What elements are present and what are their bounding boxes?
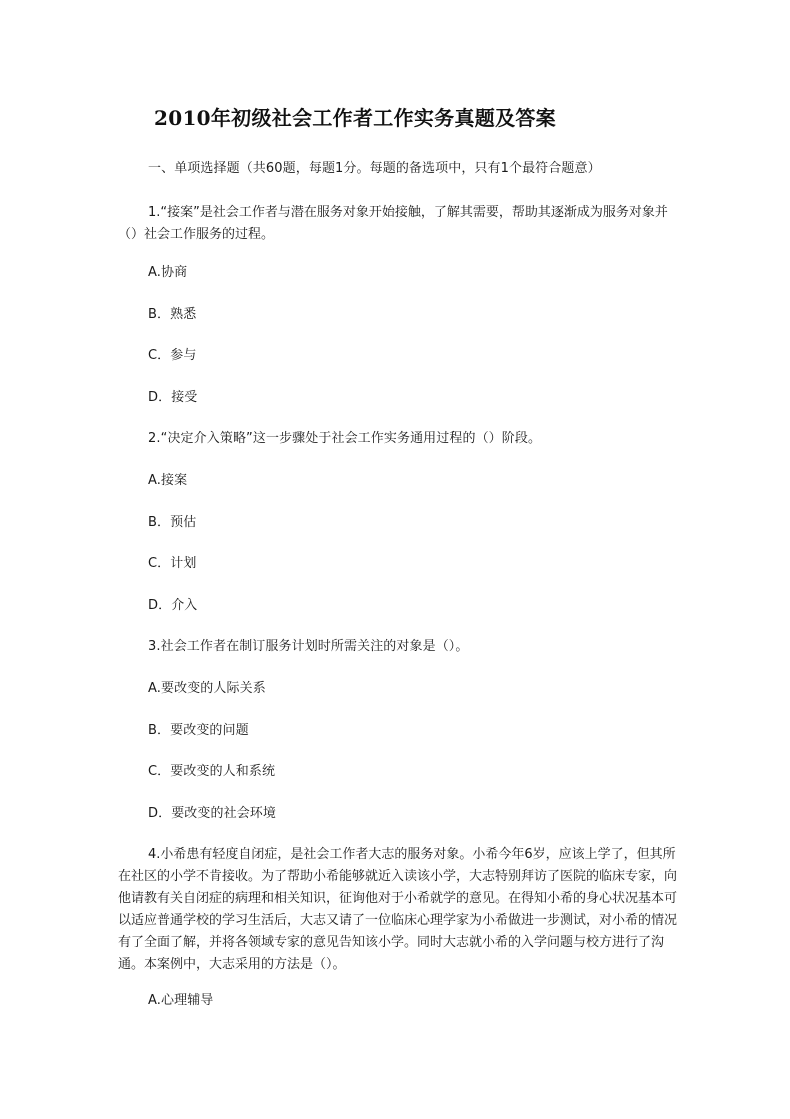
question-1-option-a: A.协商 — [148, 265, 188, 280]
question-3-option-d: D．要改变的社会环境 — [148, 806, 277, 821]
question-3-option-a: A.要改变的人际关系 — [148, 681, 266, 696]
question-1-option-d: D．接受 — [148, 390, 198, 405]
question-1-option-b: B．熟悉 — [148, 307, 197, 322]
question-2-option-d: D．介入 — [148, 598, 198, 613]
question-3-option-c: C．要改变的人和系统 — [148, 764, 276, 779]
question-3-stem: 3.社会工作者在制订服务计划时所需关注的对象是（）。 — [148, 639, 469, 654]
question-2-stem: 2.“决定介入策略”这一步骤处于社会工作实务通用过程的（）阶段。 — [148, 431, 542, 446]
question-1-option-c: C．参与 — [148, 348, 197, 363]
question-2-option-b: B．预估 — [148, 515, 197, 530]
question-2-option-a: A.接案 — [148, 473, 188, 488]
question-4-option-a: A.心理辅导 — [148, 993, 214, 1008]
question-4-stem: 4.小希患有轻度自闭症，是社会工作者大志的服务对象。小希今年6岁，应该上学了，但其所在社区的小学不肯接收。为了帮助小希能够就近入读该小学，大志特别拜访了医院的临床专家，向他请教有关自闭症的病理和相关知识，征询他对于小希就学的意见。在得知小希的身心状况基本可以适应普通学校的学习生活后，大志又请了一位临床心理学家为小希做进一步测试，对小希的情况有了全面了解，并将各领域专家的意见告知该小学。同时大志就小希的入学问题与校方进行了沟通。本案例中，大志采用的方法是（）。 — [118, 847, 678, 972]
question-1-stem: 1.“接案”是社会工作者与潜在服务对象开始接触，了解其需要，帮助其逐渐成为服务对象并（）社会工作服务的过程。 — [118, 205, 668, 242]
question-3-option-b: B．要改变的问题 — [148, 723, 249, 738]
question-2-option-c: C．计划 — [148, 556, 197, 571]
section-heading: 一、单项选择题（共60题，每题1分。每题的备选项中，只有1个最符合题意） — [148, 161, 601, 176]
document-title: 2010年初级社会工作者工作实务真题及答案 — [154, 106, 556, 130]
